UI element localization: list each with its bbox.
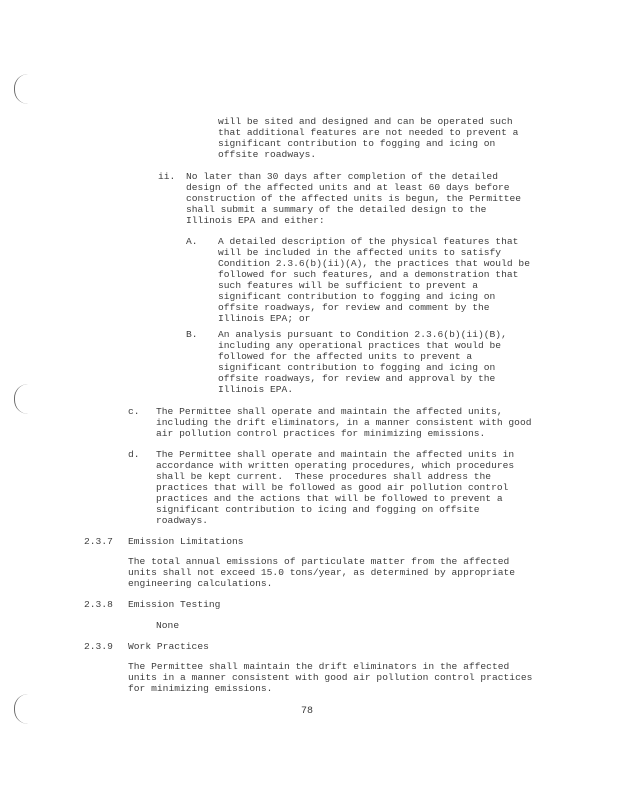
text-line: significant contribution to fogging and icing on (218, 138, 496, 149)
text-line: Illinois EPA and either: (186, 215, 325, 226)
text-line: including the drift eliminators, in a manner consistent with good (156, 417, 532, 428)
text-line: will be sited and designed and can be operated such (218, 116, 513, 127)
text-line: Illinois EPA. (218, 384, 294, 395)
text-line: shall be kept current. These procedures shall address the (156, 471, 492, 482)
text-line: Illinois EPA; or (218, 313, 311, 324)
text-line: roadways. (156, 515, 208, 526)
text-line: significant contribution to icing and fogging on offsite (156, 504, 480, 515)
page-number: 78 (301, 706, 314, 717)
text-line: accordance with written operating procedures, which procedures (156, 460, 515, 471)
text-line: units shall not exceed 15.0 tons/year, as determined by appropriate (128, 567, 516, 578)
text-line: including any operational practices that would be (218, 340, 502, 351)
text-line: engineering calculations. (128, 578, 273, 589)
text-line: offsite roadways, for review and approval by the (218, 373, 496, 384)
text-line: design of the affected units and at least 60 days before (186, 182, 510, 193)
section-title-work-practices: Work Practices (128, 641, 209, 652)
text-line: followed for the affected units to prevent a (218, 351, 473, 362)
list-marker-c: c. (128, 406, 140, 417)
section-number-2-3-9: 2.3.9 (84, 641, 113, 652)
list-marker-d: d. (128, 449, 140, 460)
section-number-2-3-8: 2.3.8 (84, 599, 113, 610)
text-line: An analysis pursuant to Condition 2.3.6(b)(ii)(B), (218, 329, 507, 340)
text-line: offsite roadways. (218, 149, 317, 160)
text-line: shall submit a summary of the detailed design to the (186, 204, 487, 215)
text-line: The Permittee shall operate and maintain the affected units, (156, 406, 503, 417)
text-line: such features will be sufficient to prevent a (218, 280, 478, 291)
text-line: practices and the actions that will be followed to prevent a (156, 493, 503, 504)
binding-mark-middle (14, 384, 29, 414)
text-line: The Permittee shall operate and maintain the affected units in (156, 449, 515, 460)
binding-mark-bottom (14, 694, 29, 724)
text-line: construction of the affected units is begun, the Permittee (186, 193, 522, 204)
text-line: The total annual emissions of particulate matter from the affected (128, 556, 510, 567)
text-line: units in a manner consistent with good air pollution control practices (128, 672, 533, 683)
text-line: will be included in the affected units to satisfy (218, 247, 502, 258)
text-line: The Permittee shall maintain the drift eliminators in the affected (128, 661, 510, 672)
text-line: A detailed description of the physical features that (218, 236, 519, 247)
list-marker-a: A. (186, 236, 198, 247)
text-line: that additional features are not needed to prevent a (218, 127, 519, 138)
text-line: Condition 2.3.6(b)(ii)(A), the practices that would be (218, 258, 530, 269)
text-line: significant contribution to fogging and icing on (218, 362, 496, 373)
section-title-emission-limitations: Emission Limitations (128, 536, 244, 547)
section-body-2-3-8: None (156, 620, 180, 631)
list-marker-b: B. (186, 329, 198, 340)
section-number-2-3-7: 2.3.7 (84, 536, 113, 547)
text-line: No later than 30 days after completion of the detailed (186, 171, 498, 182)
text-line: followed for such features, and a demonstration that (218, 269, 519, 280)
binding-mark-top (14, 74, 29, 104)
section-title-emission-testing: Emission Testing (128, 599, 221, 610)
text-line: air pollution control practices for minimizing emissions. (156, 428, 486, 439)
text-line: for minimizing emissions. (128, 683, 273, 694)
list-marker-ii: ii. (158, 171, 176, 182)
text-line: offsite roadways, for review and comment by the (218, 302, 490, 313)
text-line: practices that will be followed as good air pollution control (156, 482, 509, 493)
text-line: significant contribution to fogging and icing on (218, 291, 496, 302)
